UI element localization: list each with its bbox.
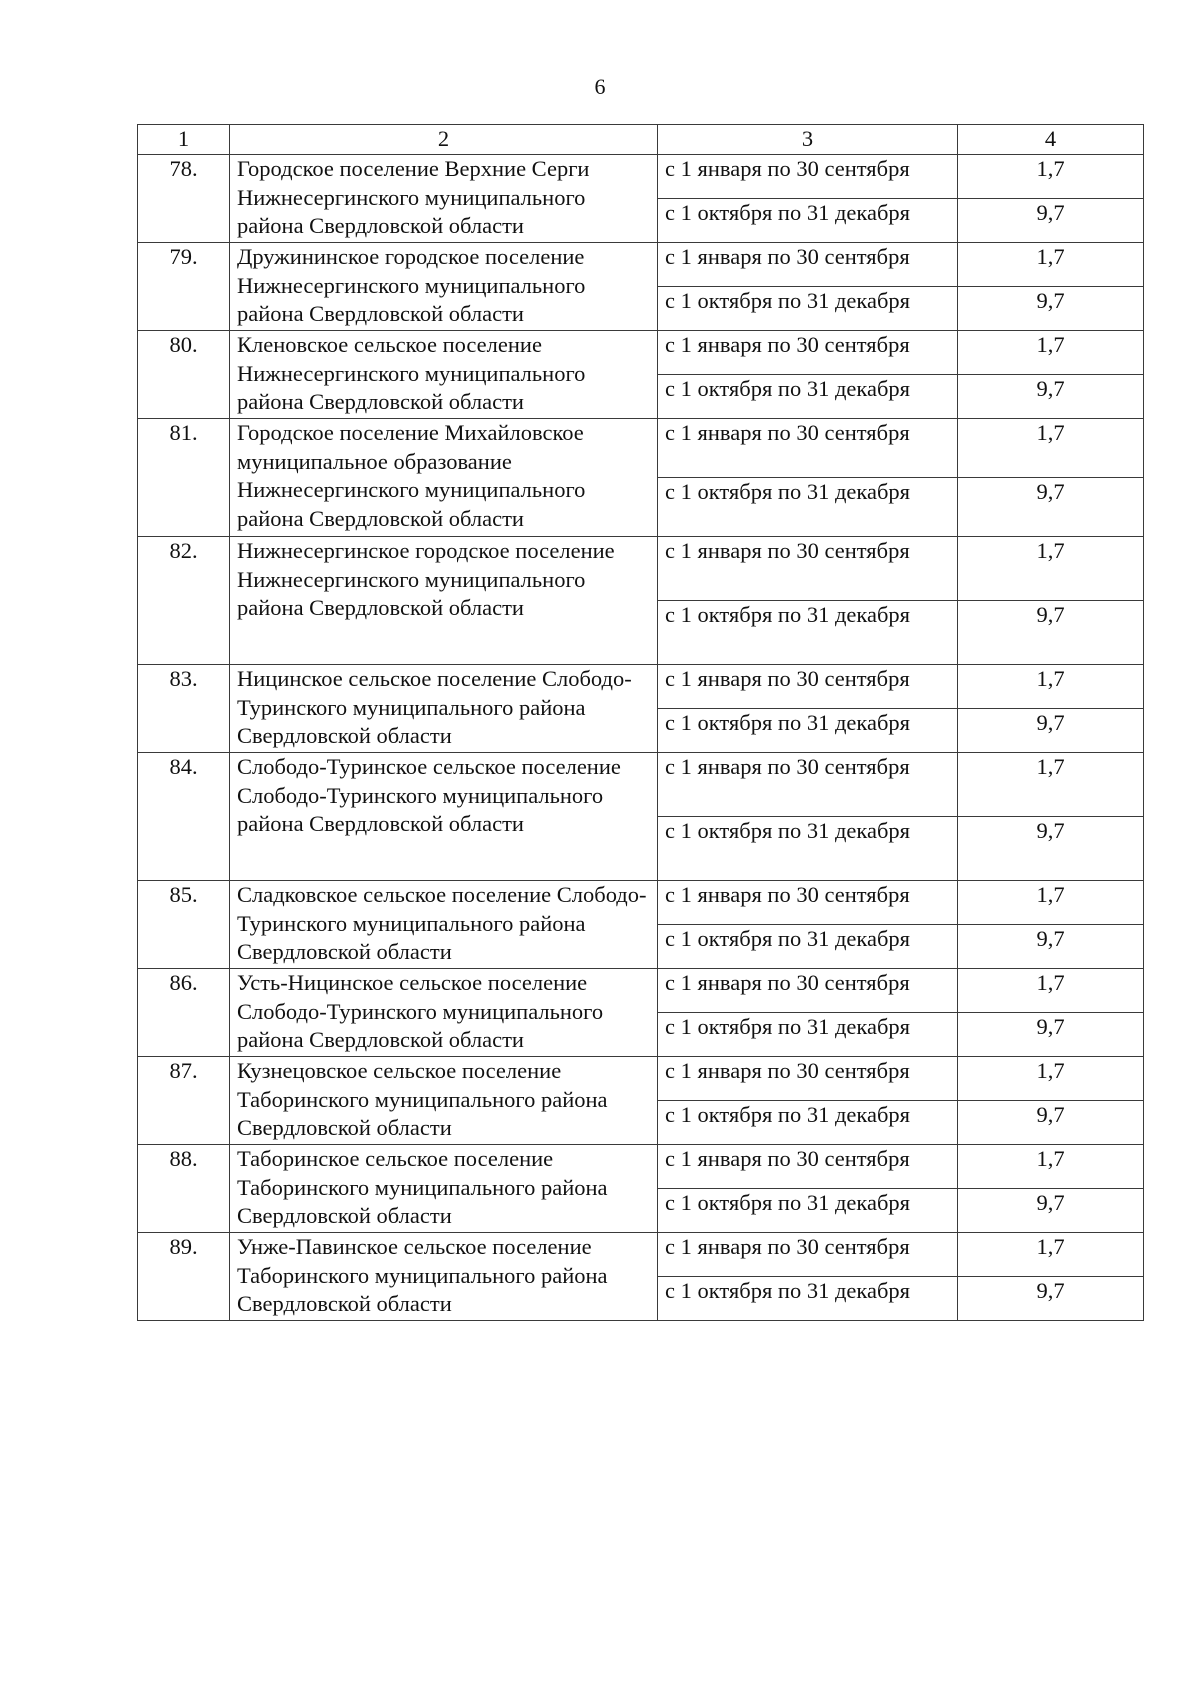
settlement-name: Усть-Ницинское сельское поселение Слободо-Туринского муниципального района Свердловской области — [230, 969, 658, 1057]
period-cell: с 1 января по 30 сентября — [658, 665, 958, 709]
period-cell: с 1 октября по 31 декабря — [658, 1189, 958, 1233]
rate-cell: 9,7 — [958, 817, 1144, 881]
column-header-1: 1 — [138, 125, 230, 155]
rate-cell: 1,7 — [958, 753, 1144, 817]
table-row — [138, 969, 1144, 1013]
settlement-name: Ницинское сельское поселение Слободо-Туринского муниципального района Свердловской области — [230, 665, 658, 753]
rate-cell: 1,7 — [958, 1057, 1144, 1101]
table-row — [138, 155, 1144, 199]
rate-cell: 9,7 — [958, 925, 1144, 969]
row-number: 83. — [138, 665, 230, 753]
rate-cell: 9,7 — [958, 287, 1144, 331]
period-cell: с 1 октября по 31 декабря — [658, 817, 958, 881]
row-number: 80. — [138, 331, 230, 419]
rate-cell: 9,7 — [958, 1277, 1144, 1321]
rate-cell: 9,7 — [958, 1013, 1144, 1057]
period-cell: с 1 октября по 31 декабря — [658, 199, 958, 243]
rate-cell: 1,7 — [958, 1145, 1144, 1189]
period-cell: с 1 октября по 31 декабря — [658, 1101, 958, 1145]
row-number: 86. — [138, 969, 230, 1057]
table-row — [138, 537, 1144, 601]
column-header-3: 3 — [658, 125, 958, 155]
rate-cell: 1,7 — [958, 537, 1144, 601]
period-cell: с 1 января по 30 сентября — [658, 537, 958, 601]
row-number: 81. — [138, 419, 230, 537]
row-number: 78. — [138, 155, 230, 243]
rate-cell: 1,7 — [958, 243, 1144, 287]
period-cell: с 1 октября по 31 декабря — [658, 1277, 958, 1321]
period-cell: с 1 января по 30 сентября — [658, 243, 958, 287]
row-number: 89. — [138, 1233, 230, 1321]
row-number: 82. — [138, 537, 230, 665]
rate-cell: 9,7 — [958, 199, 1144, 243]
period-cell: с 1 января по 30 сентября — [658, 753, 958, 817]
row-number: 87. — [138, 1057, 230, 1145]
table-row — [138, 753, 1144, 817]
rate-cell: 1,7 — [958, 969, 1144, 1013]
table-row — [138, 1233, 1144, 1277]
settlement-name: Дружининское городское поселение Нижнесергинского муниципального района Свердловской области — [230, 243, 658, 331]
period-cell: с 1 октября по 31 декабря — [658, 709, 958, 753]
settlement-name: Кленовское сельское поселение Нижнесергинского муниципального района Свердловской области — [230, 331, 658, 419]
table-row — [138, 665, 1144, 709]
table-row — [138, 1057, 1144, 1101]
table-header — [138, 125, 1144, 155]
table-row — [138, 419, 1144, 478]
rate-cell: 1,7 — [958, 155, 1144, 199]
settlement-name: Таборинское сельское поселение Таборинского муниципального района Свердловской области — [230, 1145, 658, 1233]
rate-cell: 9,7 — [958, 1189, 1144, 1233]
rate-cell: 1,7 — [958, 665, 1144, 709]
settlement-name: Нижнесергинское городское поселение Нижнесергинского муниципального района Свердловской области — [230, 537, 658, 665]
period-cell: с 1 января по 30 сентября — [658, 881, 958, 925]
period-cell: с 1 октября по 31 декабря — [658, 1013, 958, 1057]
period-cell: с 1 января по 30 сентября — [658, 969, 958, 1013]
period-cell: с 1 октября по 31 декабря — [658, 478, 958, 537]
row-number: 88. — [138, 1145, 230, 1233]
table-row — [138, 881, 1144, 925]
column-header-4: 4 — [958, 125, 1144, 155]
period-cell: с 1 октября по 31 декабря — [658, 925, 958, 969]
table-body — [138, 155, 1144, 1321]
settlement-name: Слободо-Туринское сельское поселение Слободо-Туринского муниципального района Свердловской области — [230, 753, 658, 881]
rate-cell: 9,7 — [958, 375, 1144, 419]
settlement-name: Унже-Павинское сельское поселение Таборинского муниципального района Свердловской области — [230, 1233, 658, 1321]
period-cell: с 1 октября по 31 декабря — [658, 375, 958, 419]
period-cell: с 1 января по 30 сентября — [658, 331, 958, 375]
settlement-name: Сладковское сельское поселение Слободо-Туринского муниципального района Свердловской области — [230, 881, 658, 969]
table-row — [138, 331, 1144, 375]
period-cell: с 1 января по 30 сентября — [658, 1145, 958, 1189]
rate-cell: 1,7 — [958, 331, 1144, 375]
period-cell: с 1 октября по 31 декабря — [658, 287, 958, 331]
settlements-table — [137, 124, 1144, 1321]
column-header-2: 2 — [230, 125, 658, 155]
period-cell: с 1 января по 30 сентября — [658, 1057, 958, 1101]
settlement-name: Городское поселение Михайловское муниципальное образование Нижнесергинского муниципального района Свердловской области — [230, 419, 658, 537]
period-cell: с 1 октября по 31 декабря — [658, 601, 958, 665]
settlement-name: Городское поселение Верхние Серги Нижнесергинского муниципального района Свердловской области — [230, 155, 658, 243]
period-cell: с 1 января по 30 сентября — [658, 155, 958, 199]
row-number: 85. — [138, 881, 230, 969]
rate-cell: 9,7 — [958, 478, 1144, 537]
page-number: 6 — [594, 74, 606, 99]
period-cell: с 1 января по 30 сентября — [658, 1233, 958, 1277]
rate-cell: 9,7 — [958, 709, 1144, 753]
table-row — [138, 243, 1144, 287]
rate-cell: 1,7 — [958, 1233, 1144, 1277]
table-row — [138, 1145, 1144, 1189]
row-number: 79. — [138, 243, 230, 331]
settlement-name: Кузнецовское сельское поселение Таборинского муниципального района Свердловской области — [230, 1057, 658, 1145]
period-cell: с 1 января по 30 сентября — [658, 419, 958, 478]
rate-cell: 9,7 — [958, 601, 1144, 665]
rate-cell: 1,7 — [958, 419, 1144, 478]
rate-cell: 1,7 — [958, 881, 1144, 925]
rate-cell: 9,7 — [958, 1101, 1144, 1145]
row-number: 84. — [138, 753, 230, 881]
